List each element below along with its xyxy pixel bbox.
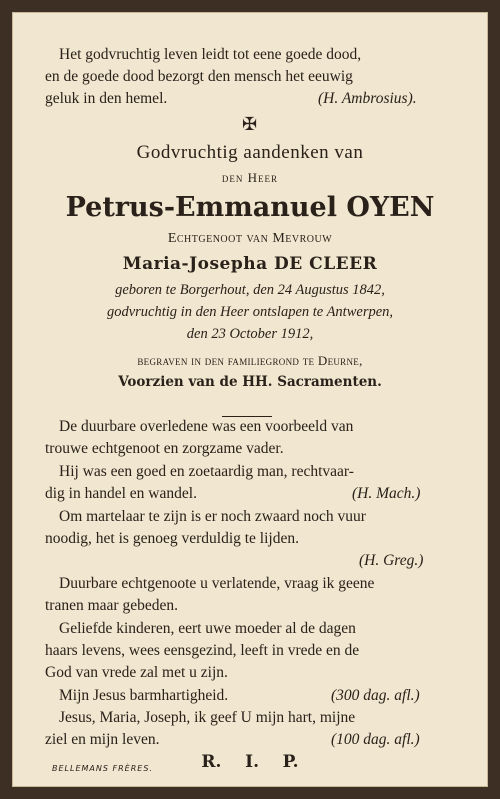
memorial-card xyxy=(12,12,488,787)
body-p4-line-1: Duurbare echtgenoote u verlatende, vraag ik geene xyxy=(59,575,375,592)
body-p7-source: (100 dag. afl.) xyxy=(331,731,420,748)
card-title: Godvruchtig aandenken van xyxy=(136,142,364,163)
body-p5-line-1: Geliefde kinderen, eert uwe moeder al de dagen xyxy=(59,620,356,637)
deceased-name: Petrus-Emmanuel OYEN xyxy=(65,192,435,223)
body-p1-line-2: trouwe echtgenoot en zorgzame vader. xyxy=(45,440,284,457)
body-p5-line-2: haars levens, wees eensgezind, leeft in vrede en de xyxy=(45,642,360,659)
honorific: den Heer xyxy=(221,170,279,185)
body-p2-line-2: dig in handel en wandel. xyxy=(45,485,197,502)
sacraments-line: Voorzien van de HH. Sacramenten. xyxy=(118,374,382,390)
printer-imprint: BELLEMANS FRÈRES. xyxy=(52,764,153,773)
epigraph-line-3: geluk in den hemel. xyxy=(45,90,168,107)
body-p3-line-1: Om martelaar te zijn is er noch zwaard noch vuur xyxy=(59,508,366,525)
body-p1-line-1: De duurbare overledene was een voorbeeld van xyxy=(59,418,354,435)
divider xyxy=(222,416,272,417)
spouse-intro: Echtgenoot van Mevrouw xyxy=(167,231,333,246)
body-p2-line-1: Hij was een goed en zoetaardig man, rechtvaar- xyxy=(59,463,354,480)
rip-line: R. I. P. xyxy=(201,752,299,772)
spouse-name: Maria-Josepha DE CLEER xyxy=(122,254,378,274)
body-p3-line-2: noodig, het is genoeg verduldig te lijden. xyxy=(45,530,299,547)
death-date-line: den 23 October 1912, xyxy=(186,326,314,342)
epigraph-line-2: en de goede dood bezorgt den mensch het eeuwig xyxy=(45,68,353,85)
epigraph-source: (H. Ambrosius). xyxy=(318,90,417,107)
epigraph-line-1: Het godvruchtig leven leidt tot eene goede dood, xyxy=(59,46,362,63)
body-p7-line-2: ziel en mijn leven. xyxy=(45,731,160,748)
body-p6-line-1: Mijn Jesus barmhartigheid. xyxy=(59,687,229,704)
birth-line: geboren te Borgerhout, den 24 Augustus 1842, xyxy=(115,282,385,298)
body-p3-source: (H. Greg.) xyxy=(359,552,424,569)
body-p4-line-2: tranen maar gebeden. xyxy=(45,597,178,614)
cross-icon: ✠ xyxy=(242,114,258,135)
body-p6-source: (300 dag. afl.) xyxy=(331,687,420,704)
death-line: godvruchtig in den Heer ontslapen te Antwerpen, xyxy=(106,304,394,320)
burial-line: begraven in den familiegrond te Deurne, xyxy=(137,353,363,368)
body-p2-source: (H. Mach.) xyxy=(352,485,421,502)
body-p5-line-3: God van vrede zal met u zijn. xyxy=(45,664,228,681)
body-p7-line-1: Jesus, Maria, Joseph, ik geef U mijn hart, mijne xyxy=(59,709,356,726)
